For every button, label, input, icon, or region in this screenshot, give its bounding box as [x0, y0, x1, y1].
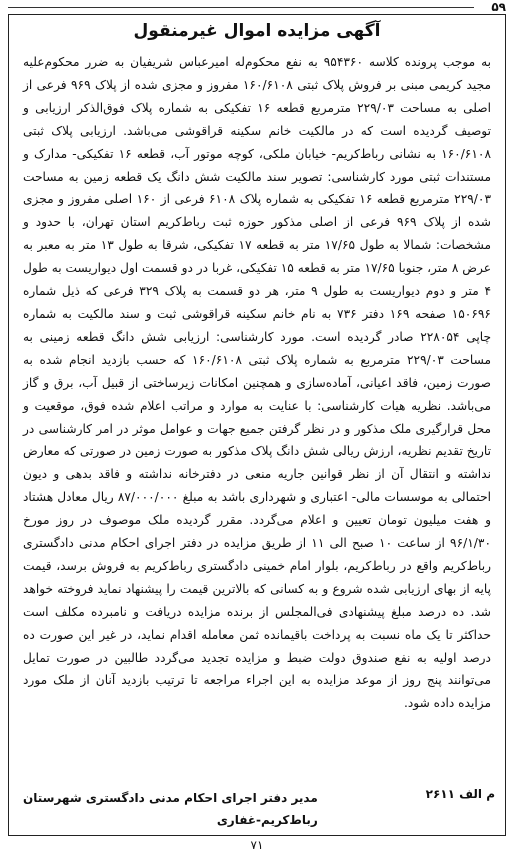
notice-body: به موجب پرونده کلاسه ۹۵۴۳۶۰ به نفع محکوم‌له امیرعباس شریفیان به ضرر محکوم‌علیه مجید کریمی مبنی بر فروش پلاک ثبتی ۱۶۰/۶۱۰۸ مفروز و مجزی شده از پلاک ۹۶۹ فرعی از اصلی به مساحت ۲۲۹/۰۳ مترمربع قطعه ۱۶ تفکیکی به شماره پلاک فوق‌الذکر ارزیابی و توصیف گردیده است که در مالکیت خانم سکینه قراقوشی می‌باشد. ارزیابی پلاک ثبتی ۱۶۰/۶۱۰۸ به نشانی رباط‌کریم- خیابان ملکی، کوچه موتور آب، قطعه ۱۶ تفکیکی- مدارک و مستندات ثبتی مورد کارشناسی: تصویر سند مالکیت شش دانگ یک قطعه زمین به مساحت ۲۲۹/۰۳ مترمربع قطعه ۱۶ تفکیکی به شماره پلاک ۶۱۰۸ فرعی از ۱۶۰ اصلی مفروز و مجزی شده از پلاک ۹۶۹ فرعی از اصلی مذکور حوزه ثبت رباط‌کریم استان تهران، با حدود و مشخصات: شمالا به طول ۱۷/۶۵ متر به قطعه ۱۷ تفکیکی، شرقا به طول ۱۳ متر به معبر به عرض ۸ متر، جنوبا ۱۷/۶۵ متر به قطعه ۱۵ تفکیکی، غربا در دو قسمت اول دیواریست به طول ۴ متر و دوم دیواریست به طول ۹ متر، هر دو قسمت به پلاک ۳۲۹ فرعی که ذیل شماره ۱۵۰۶۹۶ صفحه ۱۶۹ دفتر ۷۳۶ به نام خانم سکینه قراقوشی ثبت و سند مالکیت به شماره چاپی ۲۲۸۰۵۴ صادر گردیده است. مورد کارشناسی: ارزیابی شش دانگ قطعه زمینی به مساحت ۲۲۹/۰۳ مترمربع به شماره پلاک ثبتی ۱۶۰/۶۱۰۸ که حسب بازدید انجام شده به صورت زمین، فاقد اعیانی، آماده‌سازی و همچنین امکانات زیرساختی از قبیل آب، برق و گاز می‌باشد. نظریه هیات کارشناسی: با عنایت به موارد و مراتب اعلام شده فوق، موقعیت و محل قرارگیری ملک مذکور و در نظر گرفتن جمیع جهات و عوامل موثر در امر کارشناسی در تاریخ تقدیم نظریه، ارزش ریالی شش دانگ پلاک مذکور به صورت زمین در صورتی که معارض نداشته و انتقال آن از نظر قوانین جاریه منعی در دفترخانه نداشته و فاقد بدهی و دیون احتمالی به موسسات مالی- اعتباری و شهرداری باشد به مبلغ ۸۷/۰۰۰/۰۰۰ ریال معادل هشتاد و هفت میلیون تومان تعیین و اعلام می‌گردد. مقرر گردیده ملک موصوف در روز مورخ ۹۶/۱/۳۰ از ساعت ۱۰ صبح الی ۱۱ از طریق مزایده در دفتر اجرای احکام مدنی دادگستری رباط‌کریم واقع در رباط‌کریم، بلوار امام خمینی دادگستری رباط‌کریم به فروش برسد، قیمت پایه از بهای ارزیابی شده شروع و به کسانی که بالاترین قیمت را پیشنهاد نماید فروخته خواهد شد. ده درصد مبلغ پیشنهادی فی‌المجلس از برنده مزایده دریافت و نامبرده مکلف است حداکثر تا یک ماه نسبت به پرداخت باقیمانده ثمن معامله اقدام نماید، در غیر این صورت ده درصد اولیه به نفع صندوق دولت ضبط و مزایده تجدید می‌گردد طالبین در صورت تمایل می‌توانند پنج روز از موعد مزایده به این اجراء مراجعه تا ترتیب بازدید آنان از ملک مورد مزایده داده شود.: [23, 55, 492, 711]
page-number-bottom: ۷۱: [250, 838, 264, 852]
notice-box: [8, 14, 506, 836]
signature-line-2: رباط‌کریم-غفاری: [216, 813, 318, 827]
signature-block: [23, 787, 318, 831]
top-divider: [8, 7, 474, 8]
signature-line-1: مدیر دفتر اجرای احکام مدنی دادگستری شهرستان: [23, 791, 318, 805]
reference-code: م الف ۲۶۱۱: [425, 787, 495, 801]
notice-title: آگهی مزایده اموال غیرمنقول: [133, 21, 381, 41]
page-number-top: ۵۹: [491, 0, 506, 14]
